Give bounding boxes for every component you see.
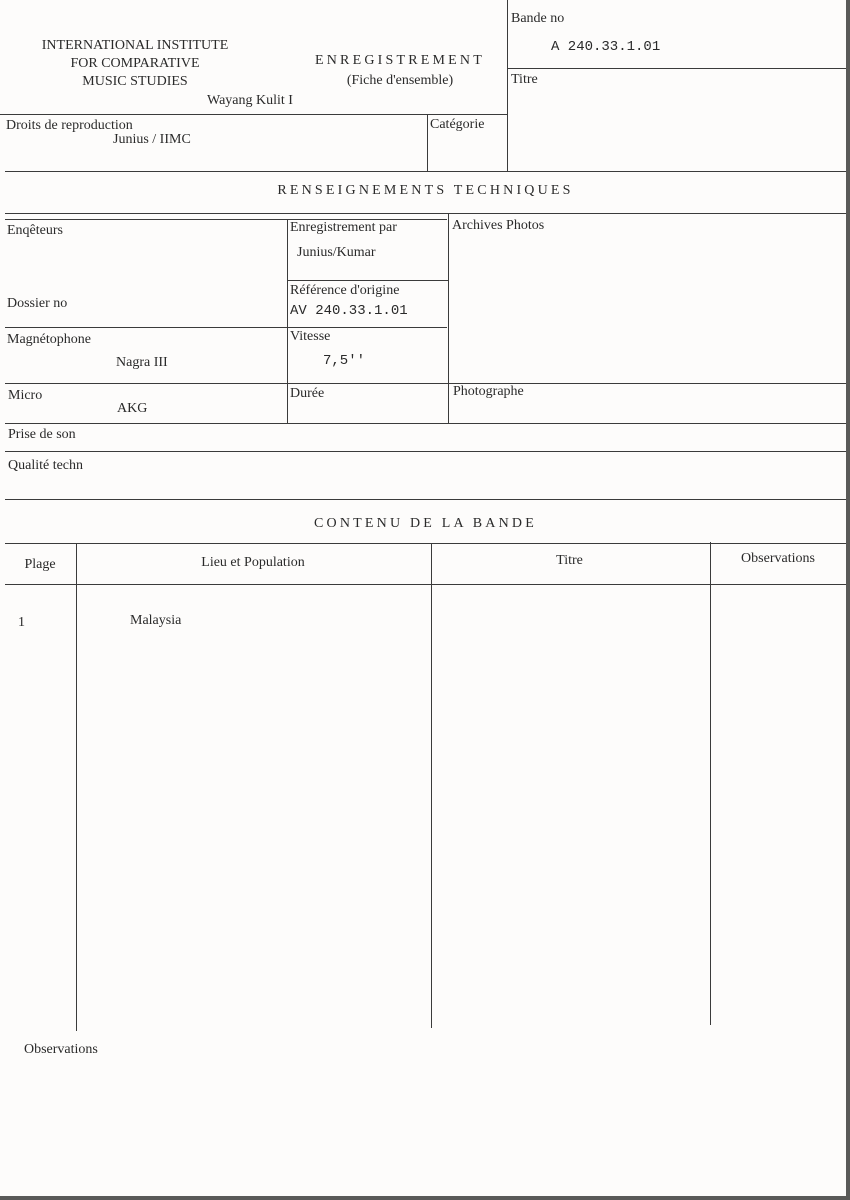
contents-header-bottom-line: [5, 584, 846, 585]
row-plage: 1: [18, 615, 25, 630]
reference-origine-value: AV 240.33.1.01: [290, 303, 408, 319]
technical-bottom-line: [5, 499, 846, 500]
categorie-divider: [427, 114, 428, 171]
header-divider-v: [507, 0, 508, 171]
technical-section-title: RENSEIGNEMENTS TECHNIQUES: [277, 183, 574, 198]
technical-col-divider-2: [448, 213, 449, 424]
bande-no-label: Bande no: [511, 11, 565, 26]
header-droits-divider: [0, 114, 507, 115]
droits-value: Junius / IIMC: [113, 132, 191, 147]
contents-section-title: CONTENU DE LA BANDE: [314, 516, 537, 531]
prise-de-son-top-line: [5, 423, 846, 424]
row-lieu: Malaysia: [130, 613, 182, 628]
photographe-label: Photographe: [453, 384, 524, 399]
column-header-observations: Observations: [741, 551, 815, 566]
contents-col-divider-3: [710, 542, 711, 1025]
archives-photos-label: Archives Photos: [452, 218, 545, 233]
contents-col-divider-2: [431, 544, 432, 1028]
bande-titre-divider: [507, 68, 846, 69]
qualite-label: Qualité techn: [8, 458, 84, 473]
technical-title-line: [5, 213, 846, 214]
vitesse-value: 7,5'': [323, 353, 366, 369]
institute-line-1: INTERNATIONAL INSTITUTE: [41, 38, 229, 53]
technical-col-divider-1: [287, 219, 288, 424]
prise-de-son-label: Prise de son: [8, 427, 76, 442]
vitesse-label: Vitesse: [290, 329, 331, 344]
magnetophone-value: Nagra III: [116, 355, 168, 370]
reference-top-line: [287, 280, 448, 281]
titre-label: Titre: [511, 72, 538, 87]
micro-label: Micro: [8, 388, 43, 403]
magnetophone-top-line: [5, 327, 447, 328]
contents-header-top-line: [5, 543, 846, 544]
column-header-titre: Titre: [556, 553, 583, 568]
dossier-no-label: Dossier no: [7, 296, 68, 311]
droits-label: Droits de reproduction: [6, 118, 133, 133]
enqueteurs-label: Enqêteurs: [7, 223, 63, 238]
footer-observations-label: Observations: [24, 1042, 98, 1057]
bande-no-value: A 240.33.1.01: [551, 39, 661, 55]
form-title: ENREGISTREMENT: [314, 53, 485, 68]
reference-origine-label: Référence d'origine: [290, 283, 400, 298]
institute-line-2: FOR COMPARATIVE: [70, 56, 200, 71]
header-bottom-line: [5, 171, 846, 172]
enregistrement-par-value: Junius/Kumar: [297, 245, 376, 260]
enregistrement-par-label: Enregistrement par: [290, 220, 397, 235]
recording-name: Wayang Kulit I: [207, 93, 293, 108]
contents-col-divider-1: [76, 544, 77, 1031]
institute-line-3: MUSIC STUDIES: [82, 74, 188, 89]
column-header-lieu: Lieu et Population: [201, 555, 305, 570]
magnetophone-label: Magnétophone: [7, 332, 91, 347]
micro-value: AKG: [117, 401, 148, 416]
column-header-plage: Plage: [24, 557, 56, 572]
form-subtitle: (Fiche d'ensemble): [346, 73, 454, 88]
categorie-label: Catégorie: [430, 117, 485, 132]
duree-label: Durée: [290, 386, 325, 401]
qualite-top-line: [5, 451, 846, 452]
micro-top-line: [5, 383, 846, 384]
